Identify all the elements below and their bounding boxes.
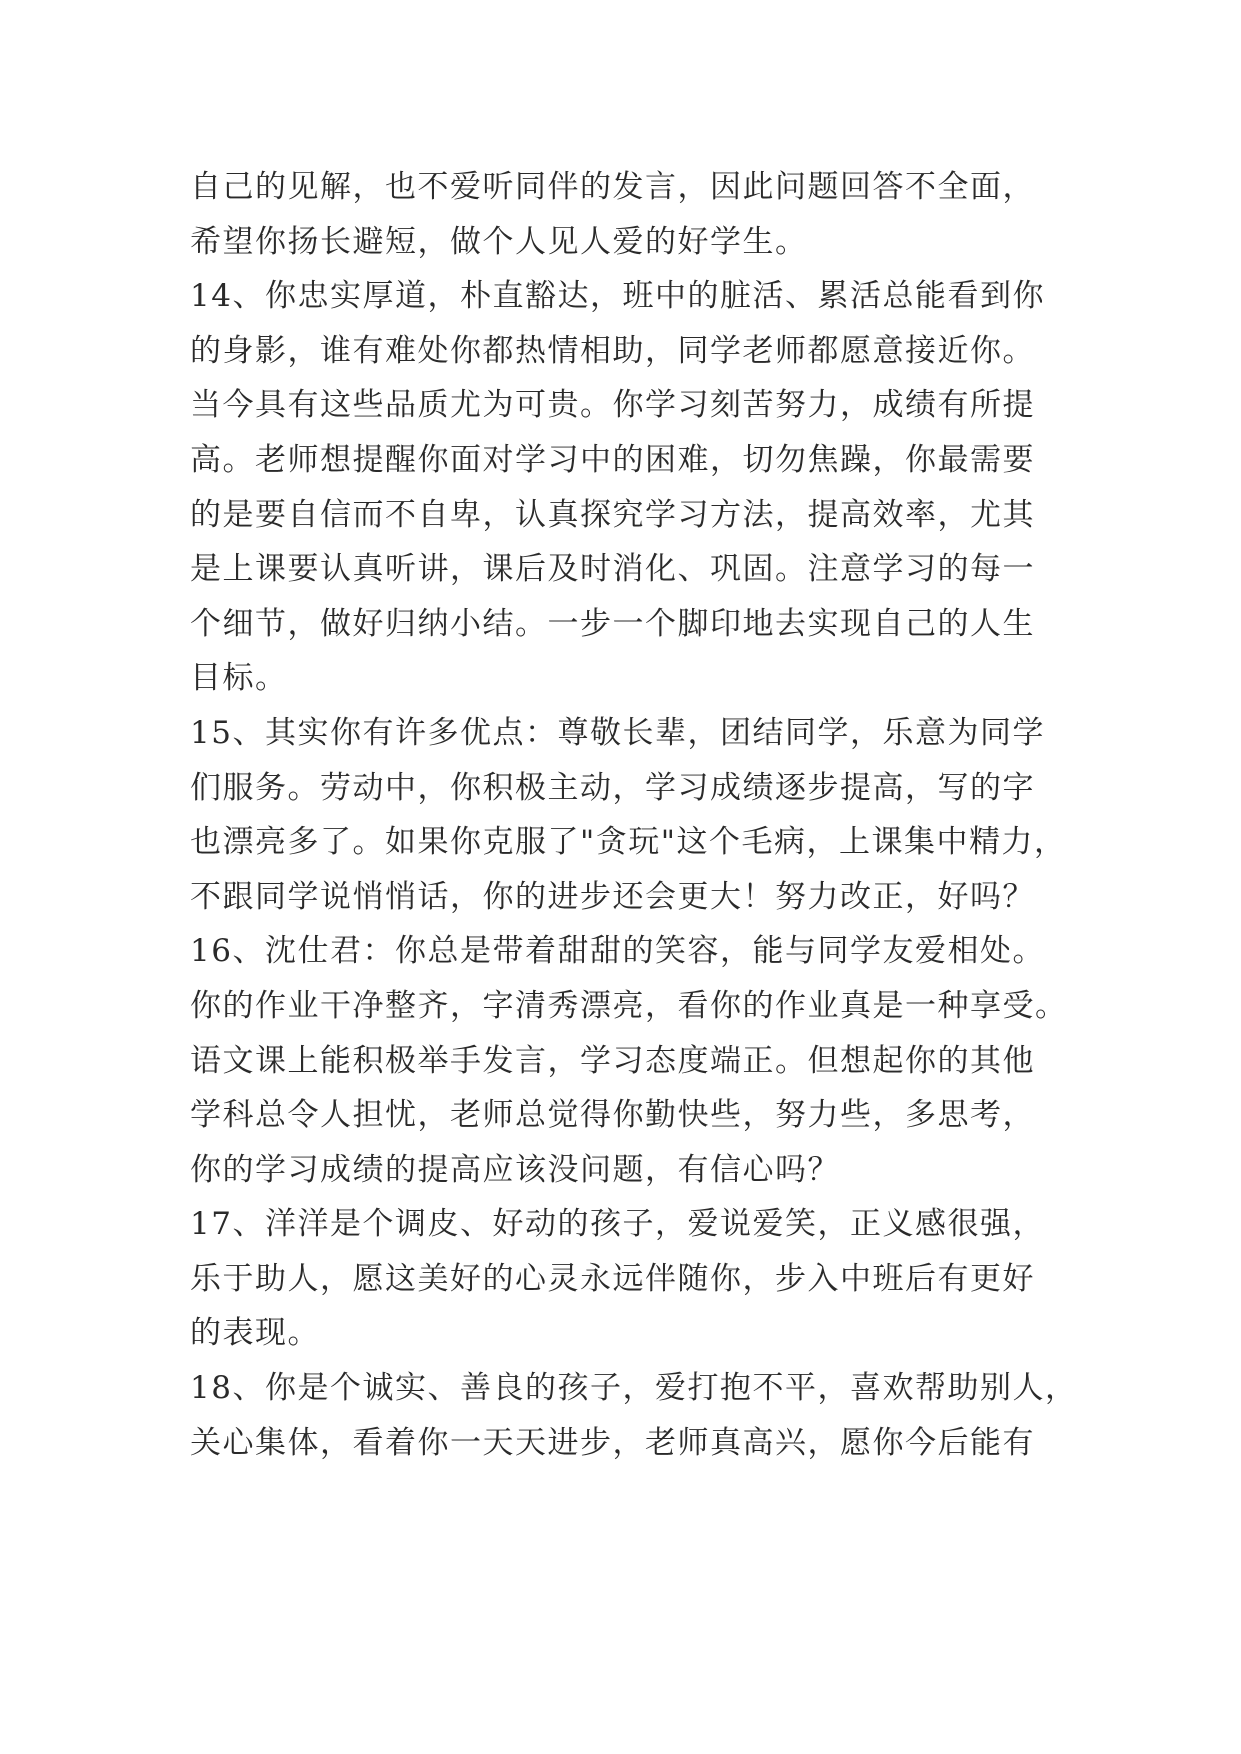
text-line: 个细节，做好归纳小结。一步一个脚印地去实现自己的人生 (190, 605, 1035, 642)
text-line: 自己的见解，也不爱听同伴的发言，因此问题回答不全面， (190, 169, 1035, 205)
document-body (190, 160, 1078, 1470)
text-line: 乐于助人，愿这美好的心灵永远伴随你，步入中班后有更好 (190, 1260, 1035, 1297)
text-line: 17、洋洋是个调皮、好动的孩子，爱说爱笑，正义感很强， (190, 1206, 1045, 1243)
text-line: 的是要自信而不自卑，认真探究学习方法，提高效率，尤其 (190, 496, 1035, 533)
text-line: 希望你扬长避短，做个人见人爱的好学生。 (190, 223, 808, 260)
text-line: 16、沈仕君：你总是带着甜甜的笑容，能与同学友爱相处。 (190, 933, 1045, 970)
text-line: 18、你是个诚实、善良的孩子，爱打抱不平，喜欢帮助别人， (190, 1370, 1078, 1407)
text-line: 你的作业干净整齐，字清秀漂亮，看你的作业真是一种享受。 (190, 987, 1068, 1024)
text-line: 15、其实你有许多优点：尊敬长辈，团结同学，乐意为同学 (190, 714, 1045, 751)
text-line: 学科总令人担忧，老师总觉得你勤快些，努力些，多思考， (190, 1097, 1035, 1134)
text-line: 14、你忠实厚道，朴直豁达，班中的脏活、累活总能看到你 (190, 278, 1045, 315)
text-line: 们服务。劳动中，你积极主动，学习成绩逐步提高，写的字 (190, 769, 1035, 806)
text-line: 是上课要认真听讲，课后及时消化、巩固。注意学习的每一 (190, 551, 1035, 588)
text-line: 你的学习成绩的提高应该没问题，有信心吗？ (190, 1151, 840, 1188)
text-line: 当今具有这些品质尤为可贵。你学习刻苦努力，成绩有所提 (190, 387, 1035, 424)
text-line: 目标。 (190, 660, 288, 697)
text-line: 的身影，谁有难处你都热情相助，同学老师都愿意接近你。 (190, 332, 1035, 369)
text-line: 高。老师想提醒你面对学习中的困难，切勿焦躁，你最需要 (190, 441, 1035, 478)
text-line: 关心集体，看着你一天天进步，老师真高兴，愿你今后能有 (190, 1424, 1035, 1461)
text-line: 也漂亮多了。如果你克服了"贪玩"这个毛病，上课集中精力， (190, 824, 1067, 861)
text-line: 不跟同学说悄悄话，你的进步还会更大！努力改正，好吗？ (190, 878, 1035, 915)
text-line: 语文课上能积极举手发言，学习态度端正。但想起你的其他 (190, 1042, 1035, 1079)
text-line: 的表现。 (190, 1315, 320, 1352)
